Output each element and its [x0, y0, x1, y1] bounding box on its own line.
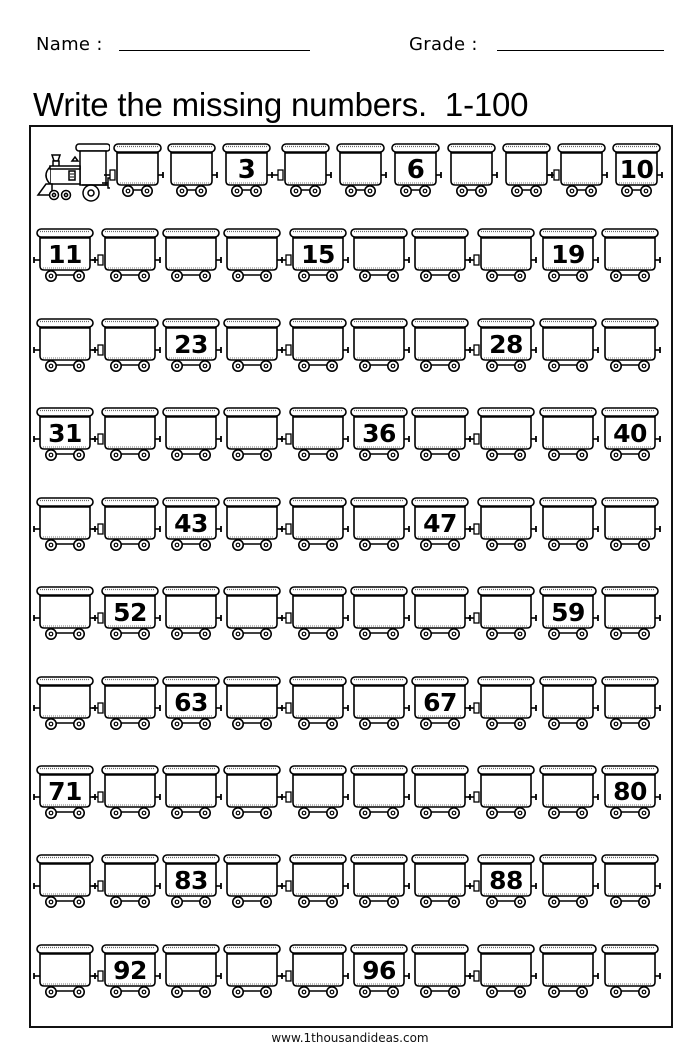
train-row	[0, 584, 700, 650]
train-car-blank[interactable]	[167, 141, 216, 207]
train-car-blank[interactable]	[162, 584, 220, 650]
car-number: 71	[48, 777, 82, 806]
train-car-given	[477, 852, 535, 918]
train-car-blank[interactable]	[477, 763, 535, 829]
train-car-given	[162, 674, 220, 740]
car-number: 67	[423, 688, 457, 717]
train-car-blank[interactable]	[539, 763, 597, 829]
train-car-blank[interactable]	[350, 316, 408, 382]
train-car-blank[interactable]	[411, 942, 469, 1008]
car-number: 88	[489, 866, 523, 895]
train-car-blank[interactable]	[601, 852, 659, 918]
train-car-blank[interactable]	[601, 584, 659, 650]
train-car-blank[interactable]	[350, 674, 408, 740]
train-car-blank[interactable]	[101, 405, 159, 471]
train-row	[0, 763, 700, 829]
train-car-given	[36, 226, 94, 292]
car-number: 10	[619, 155, 654, 184]
train-car-blank[interactable]	[350, 584, 408, 650]
train-car-blank[interactable]	[101, 316, 159, 382]
train-car-blank[interactable]	[162, 405, 220, 471]
train-car-blank[interactable]	[101, 852, 159, 918]
train-car-blank[interactable]	[411, 852, 469, 918]
train-car-blank[interactable]	[223, 674, 281, 740]
car-number: 6	[406, 155, 425, 185]
train-car-blank[interactable]	[36, 584, 94, 650]
train-car-blank[interactable]	[223, 584, 281, 650]
train-car-blank[interactable]	[223, 942, 281, 1008]
train-car-given	[162, 495, 220, 561]
train-car-blank[interactable]	[601, 674, 659, 740]
train-row	[0, 674, 700, 740]
train-car-blank[interactable]	[113, 141, 162, 207]
train-car-given	[411, 495, 469, 561]
car-number: 52	[113, 598, 147, 627]
train-car-blank[interactable]	[411, 226, 469, 292]
train-car-blank[interactable]	[539, 674, 597, 740]
train-car-blank[interactable]	[101, 495, 159, 561]
train-row	[0, 942, 700, 1008]
train-car-blank[interactable]	[502, 141, 551, 207]
train-car-blank[interactable]	[223, 405, 281, 471]
train-car-given	[222, 141, 271, 207]
train-car-blank[interactable]	[289, 405, 347, 471]
car-number: 80	[613, 777, 647, 806]
train-car-blank[interactable]	[539, 316, 597, 382]
car-number: 43	[174, 509, 208, 538]
car-number: 36	[362, 419, 396, 448]
train-car-blank[interactable]	[477, 674, 535, 740]
train-car-blank[interactable]	[223, 763, 281, 829]
grade-label: Grade :	[409, 34, 478, 55]
grade-field-line[interactable]	[497, 50, 664, 51]
car-number: 96	[362, 956, 396, 985]
train-car-blank[interactable]	[36, 674, 94, 740]
train-car-blank[interactable]	[411, 405, 469, 471]
train-car-blank[interactable]	[477, 584, 535, 650]
car-number: 28	[489, 330, 523, 359]
train-car-blank[interactable]	[601, 226, 659, 292]
train-car-blank[interactable]	[557, 141, 606, 207]
train-car-blank[interactable]	[477, 405, 535, 471]
train-car-given	[36, 405, 94, 471]
train-car-given	[601, 405, 659, 471]
train-car-blank[interactable]	[289, 316, 347, 382]
train-car-blank[interactable]	[601, 942, 659, 1008]
train-car-blank[interactable]	[601, 495, 659, 561]
train-car-given	[101, 942, 159, 1008]
train-row	[0, 141, 700, 207]
train-car-blank[interactable]	[36, 495, 94, 561]
train-car-blank[interactable]	[289, 852, 347, 918]
car-number: 3	[237, 155, 256, 185]
train-car-blank[interactable]	[601, 316, 659, 382]
train-car-blank[interactable]	[101, 226, 159, 292]
train-car-blank[interactable]	[336, 141, 385, 207]
train-car-blank[interactable]	[162, 763, 220, 829]
train-car-blank[interactable]	[350, 763, 408, 829]
train-car-blank[interactable]	[223, 852, 281, 918]
car-number: 83	[174, 866, 208, 895]
train-car-blank[interactable]	[411, 316, 469, 382]
train-car-given	[601, 763, 659, 829]
train-row	[0, 405, 700, 471]
train-car-blank[interactable]	[350, 852, 408, 918]
train-car-given	[391, 141, 440, 207]
train-row	[0, 316, 700, 382]
car-number: 92	[113, 956, 147, 985]
train-car-blank[interactable]	[223, 226, 281, 292]
train-car-blank[interactable]	[350, 226, 408, 292]
train-car-blank[interactable]	[539, 942, 597, 1008]
car-number: 59	[551, 598, 585, 627]
train-car-blank[interactable]	[289, 495, 347, 561]
train-car-blank[interactable]	[289, 584, 347, 650]
train-car-given	[411, 674, 469, 740]
train-car-given	[36, 763, 94, 829]
train-car-blank[interactable]	[289, 942, 347, 1008]
car-number: 23	[174, 330, 208, 359]
train-car-blank[interactable]	[539, 405, 597, 471]
car-number: 15	[301, 240, 335, 269]
train-car-blank[interactable]	[101, 763, 159, 829]
train-car-blank[interactable]	[411, 763, 469, 829]
train-car-blank[interactable]	[477, 942, 535, 1008]
train-car-given	[612, 141, 661, 207]
name-label: Name :	[36, 34, 103, 55]
train-car-blank[interactable]	[162, 942, 220, 1008]
footer-url: www.1thousandideas.com	[271, 1031, 429, 1045]
train-car-given	[101, 584, 159, 650]
train-car-blank[interactable]	[36, 852, 94, 918]
train-car-blank[interactable]	[36, 316, 94, 382]
train-car-blank[interactable]	[101, 674, 159, 740]
train-car-given	[477, 316, 535, 382]
train-car-given	[350, 405, 408, 471]
train-car-blank[interactable]	[477, 226, 535, 292]
car-number: 31	[48, 419, 82, 448]
train-car-given	[289, 226, 347, 292]
car-number: 63	[174, 688, 208, 717]
train-car-blank[interactable]	[289, 763, 347, 829]
train-car-given	[350, 942, 408, 1008]
train-car-blank[interactable]	[289, 674, 347, 740]
train-car-blank[interactable]	[223, 316, 281, 382]
train-car-given	[539, 226, 597, 292]
train-car-given	[539, 584, 597, 650]
train-row	[0, 495, 700, 561]
train-car-blank[interactable]	[447, 141, 496, 207]
train-car-blank[interactable]	[477, 495, 535, 561]
train-row	[0, 226, 700, 292]
train-car-given	[162, 316, 220, 382]
steam-locomotive-icon	[36, 141, 110, 207]
name-field-line[interactable]	[119, 50, 310, 51]
car-number: 40	[613, 419, 647, 448]
train-car-blank[interactable]	[281, 141, 330, 207]
train-car-blank[interactable]	[350, 495, 408, 561]
train-car-blank[interactable]	[539, 495, 597, 561]
car-number: 47	[423, 509, 457, 538]
train-car-blank[interactable]	[36, 942, 94, 1008]
train-car-blank[interactable]	[162, 226, 220, 292]
worksheet-title: Write the missing numbers. 1-100	[33, 86, 529, 123]
train-car-given	[162, 852, 220, 918]
train-car-blank[interactable]	[223, 495, 281, 561]
train-car-blank[interactable]	[539, 852, 597, 918]
train-car-blank[interactable]	[411, 584, 469, 650]
train-row	[0, 852, 700, 918]
car-number: 11	[48, 240, 82, 269]
car-number: 19	[551, 240, 585, 269]
